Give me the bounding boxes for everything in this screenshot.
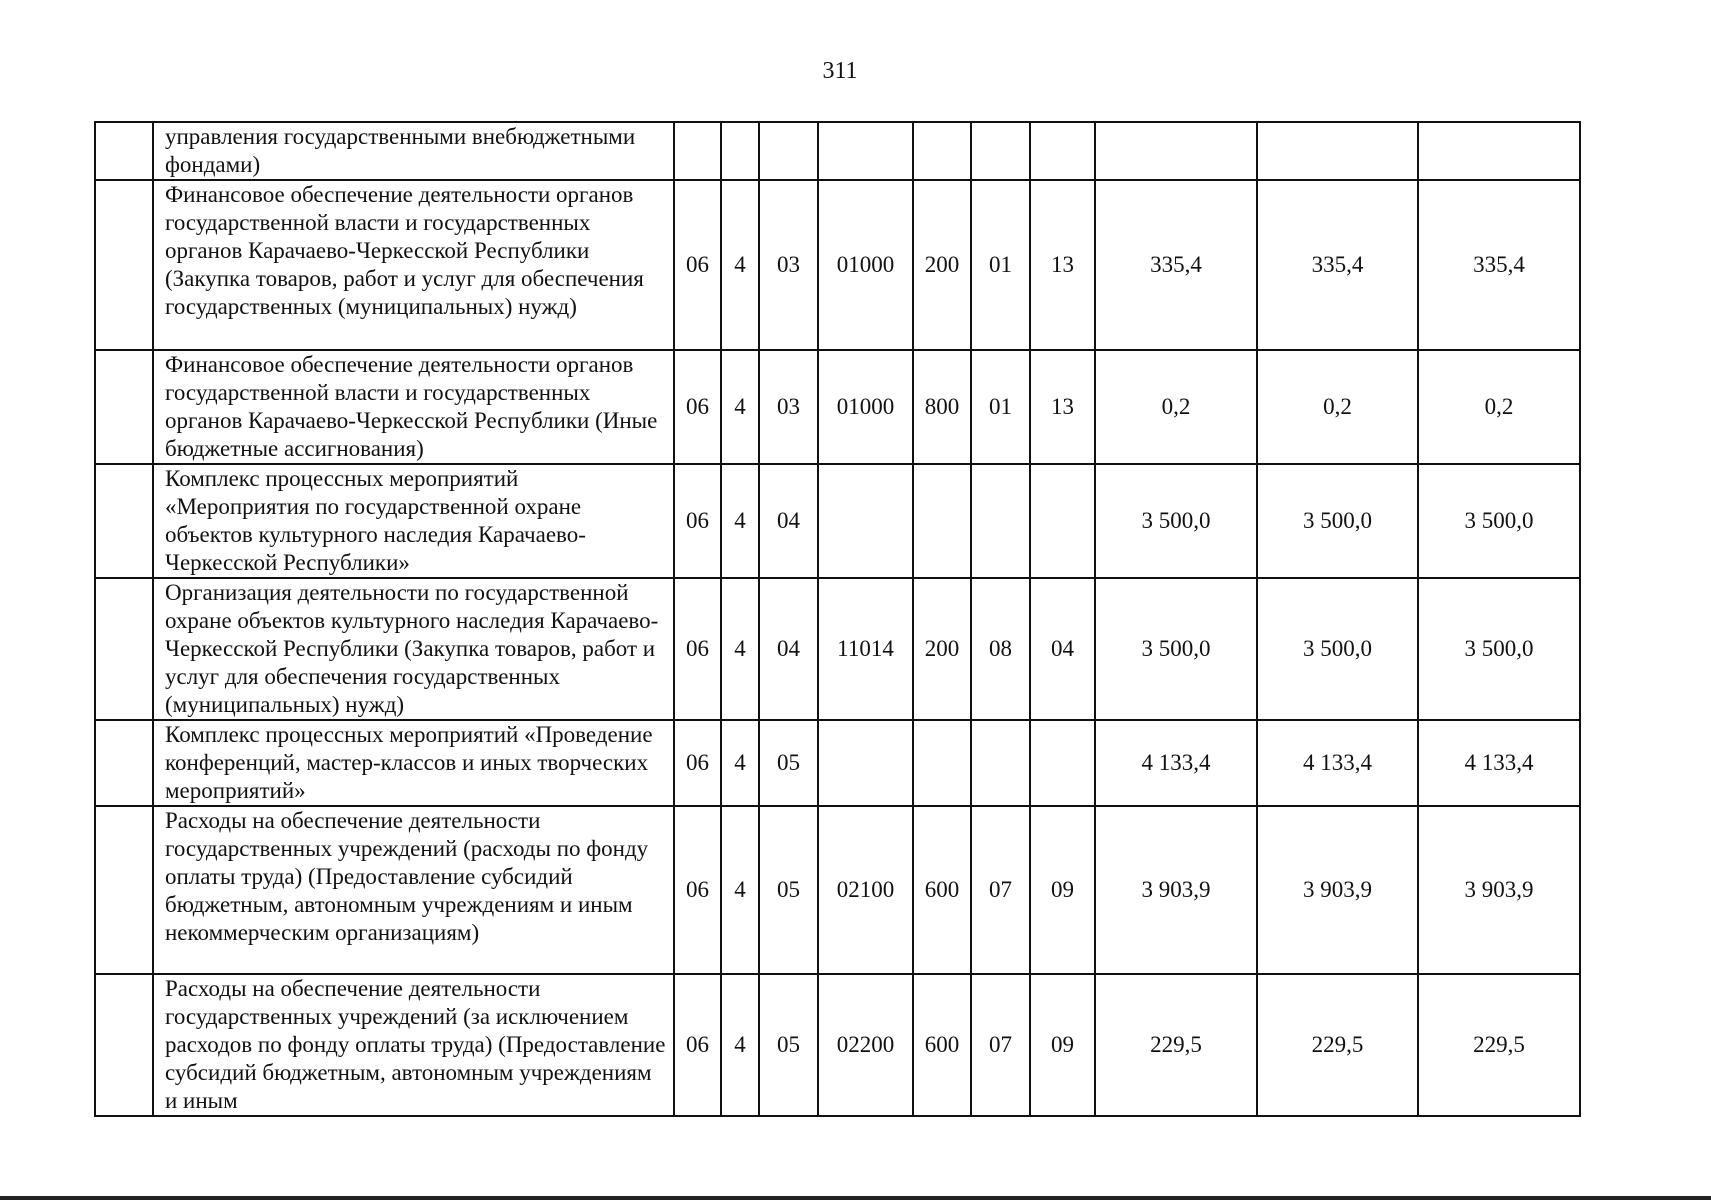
code-cell xyxy=(913,122,971,180)
description-cell: Расходы на обеспечение деятельности государственных учреждений (за исключением расходов по фонду оплаты труда) (Предоставление субсидий бюджетным, автономным учреждениям и иным xyxy=(153,974,674,1116)
code-cell: 01 xyxy=(971,180,1030,350)
amount-cell: 335,4 xyxy=(1257,180,1418,350)
code-cell: 04 xyxy=(759,464,818,578)
amount-cell: 0,2 xyxy=(1257,350,1418,464)
table-row xyxy=(95,180,1580,350)
code-cell: 600 xyxy=(913,806,971,974)
amount-cell xyxy=(1257,122,1418,180)
description-cell: Комплекс процессных мероприятий «Проведение конференций, мастер-классов и иных творческих мероприятий» xyxy=(153,720,674,806)
code-cell: 09 xyxy=(1030,806,1095,974)
code-cell xyxy=(1030,464,1095,578)
code-cell xyxy=(818,464,913,578)
code-cell: 06 xyxy=(674,578,721,720)
code-cell: 06 xyxy=(674,464,721,578)
code-cell: 08 xyxy=(971,578,1030,720)
code-cell: 05 xyxy=(759,806,818,974)
code-cell xyxy=(721,122,759,180)
code-cell xyxy=(1030,720,1095,806)
code-cell: 01 xyxy=(971,350,1030,464)
row-number-cell xyxy=(95,464,153,578)
row-number-cell xyxy=(95,578,153,720)
code-cell: 04 xyxy=(1030,578,1095,720)
code-cell: 13 xyxy=(1030,350,1095,464)
code-cell: 04 xyxy=(759,578,818,720)
code-cell xyxy=(759,122,818,180)
code-cell: 11014 xyxy=(818,578,913,720)
amount-cell: 3 500,0 xyxy=(1257,578,1418,720)
code-cell: 06 xyxy=(674,350,721,464)
amount-cell: 4 133,4 xyxy=(1418,720,1580,806)
row-number-cell xyxy=(95,122,153,180)
amount-cell: 3 903,9 xyxy=(1418,806,1580,974)
amount-cell: 3 500,0 xyxy=(1418,464,1580,578)
code-cell: 02100 xyxy=(818,806,913,974)
code-cell: 800 xyxy=(913,350,971,464)
amount-cell: 4 133,4 xyxy=(1095,720,1257,806)
code-cell: 200 xyxy=(913,180,971,350)
code-cell: 07 xyxy=(971,806,1030,974)
description-cell: Финансовое обеспечение деятельности органов государственной власти и государственных органов Карачаево-Черкесской Республики (Закупка товаров, работ и услуг для обеспечения государственных (муниципальных) нужд) xyxy=(153,180,674,350)
code-cell: 01000 xyxy=(818,180,913,350)
amount-cell xyxy=(1418,122,1580,180)
code-cell: 4 xyxy=(721,350,759,464)
code-cell: 06 xyxy=(674,720,721,806)
amount-cell: 3 500,0 xyxy=(1257,464,1418,578)
code-cell: 200 xyxy=(913,578,971,720)
code-cell xyxy=(818,122,913,180)
code-cell: 03 xyxy=(759,350,818,464)
code-cell: 600 xyxy=(913,974,971,1116)
table-row xyxy=(95,720,1580,806)
code-cell: 4 xyxy=(721,180,759,350)
code-cell: 4 xyxy=(721,720,759,806)
amount-cell: 0,2 xyxy=(1095,350,1257,464)
code-cell: 4 xyxy=(721,806,759,974)
amount-cell: 229,5 xyxy=(1095,974,1257,1116)
code-cell xyxy=(971,122,1030,180)
code-cell: 06 xyxy=(674,806,721,974)
code-cell xyxy=(674,122,721,180)
amount-cell: 4 133,4 xyxy=(1257,720,1418,806)
code-cell: 01000 xyxy=(818,350,913,464)
code-cell xyxy=(913,720,971,806)
code-cell: 06 xyxy=(674,974,721,1116)
code-cell: 02200 xyxy=(818,974,913,1116)
code-cell xyxy=(1030,122,1095,180)
code-cell: 05 xyxy=(759,974,818,1116)
code-cell: 07 xyxy=(971,974,1030,1116)
amount-cell: 335,4 xyxy=(1095,180,1257,350)
code-cell xyxy=(971,720,1030,806)
amount-cell: 3 500,0 xyxy=(1095,464,1257,578)
page-bottom-rule xyxy=(0,1196,1711,1200)
amount-cell: 229,5 xyxy=(1418,974,1580,1116)
code-cell: 13 xyxy=(1030,180,1095,350)
code-cell: 4 xyxy=(721,974,759,1116)
table-row xyxy=(95,464,1580,578)
page-number: 311 xyxy=(822,58,858,84)
code-cell: 03 xyxy=(759,180,818,350)
amount-cell: 3 903,9 xyxy=(1257,806,1418,974)
code-cell xyxy=(971,464,1030,578)
code-cell: 09 xyxy=(1030,974,1095,1116)
table-row xyxy=(95,974,1580,1116)
description-cell: Комплекс процессных мероприятий «Мероприятия по государственной охране объектов культурного наследия Карачаево-Черкесской Республики» xyxy=(153,464,674,578)
table-row xyxy=(95,122,1580,180)
amount-cell: 335,4 xyxy=(1418,180,1580,350)
code-cell: 4 xyxy=(721,578,759,720)
amount-cell: 229,5 xyxy=(1257,974,1418,1116)
row-number-cell xyxy=(95,806,153,974)
code-cell: 05 xyxy=(759,720,818,806)
row-number-cell xyxy=(95,720,153,806)
description-cell: Финансовое обеспечение деятельности органов государственной власти и государственных органов Карачаево-Черкесской Республики (Иные бюджетные ассигнования) xyxy=(153,350,674,464)
row-number-cell xyxy=(95,974,153,1116)
table-row xyxy=(95,806,1580,974)
amount-cell: 0,2 xyxy=(1418,350,1580,464)
table-row xyxy=(95,578,1580,720)
amount-cell: 3 500,0 xyxy=(1095,578,1257,720)
amount-cell: 3 500,0 xyxy=(1418,578,1580,720)
row-number-cell xyxy=(95,350,153,464)
amount-cell: 3 903,9 xyxy=(1095,806,1257,974)
code-cell: 4 xyxy=(721,464,759,578)
budget-table xyxy=(94,121,1581,1117)
description-cell: управления государственными внебюджетными фондами) xyxy=(153,122,674,180)
row-number-cell xyxy=(95,180,153,350)
description-cell: Расходы на обеспечение деятельности государственных учреждений (расходы по фонду оплаты труда) (Предоставление субсидий бюджетным, автономным учреждениям и иным некоммерческим организациям) xyxy=(153,806,674,974)
code-cell xyxy=(913,464,971,578)
amount-cell xyxy=(1095,122,1257,180)
description-cell: Организация деятельности по государственной охране объектов культурного наследия Карачаево-Черкесской Республики (Закупка товаров, работ и услуг для обеспечения государственных (муниципальных) нужд) xyxy=(153,578,674,720)
code-cell: 06 xyxy=(674,180,721,350)
table-row xyxy=(95,350,1580,464)
code-cell xyxy=(818,720,913,806)
